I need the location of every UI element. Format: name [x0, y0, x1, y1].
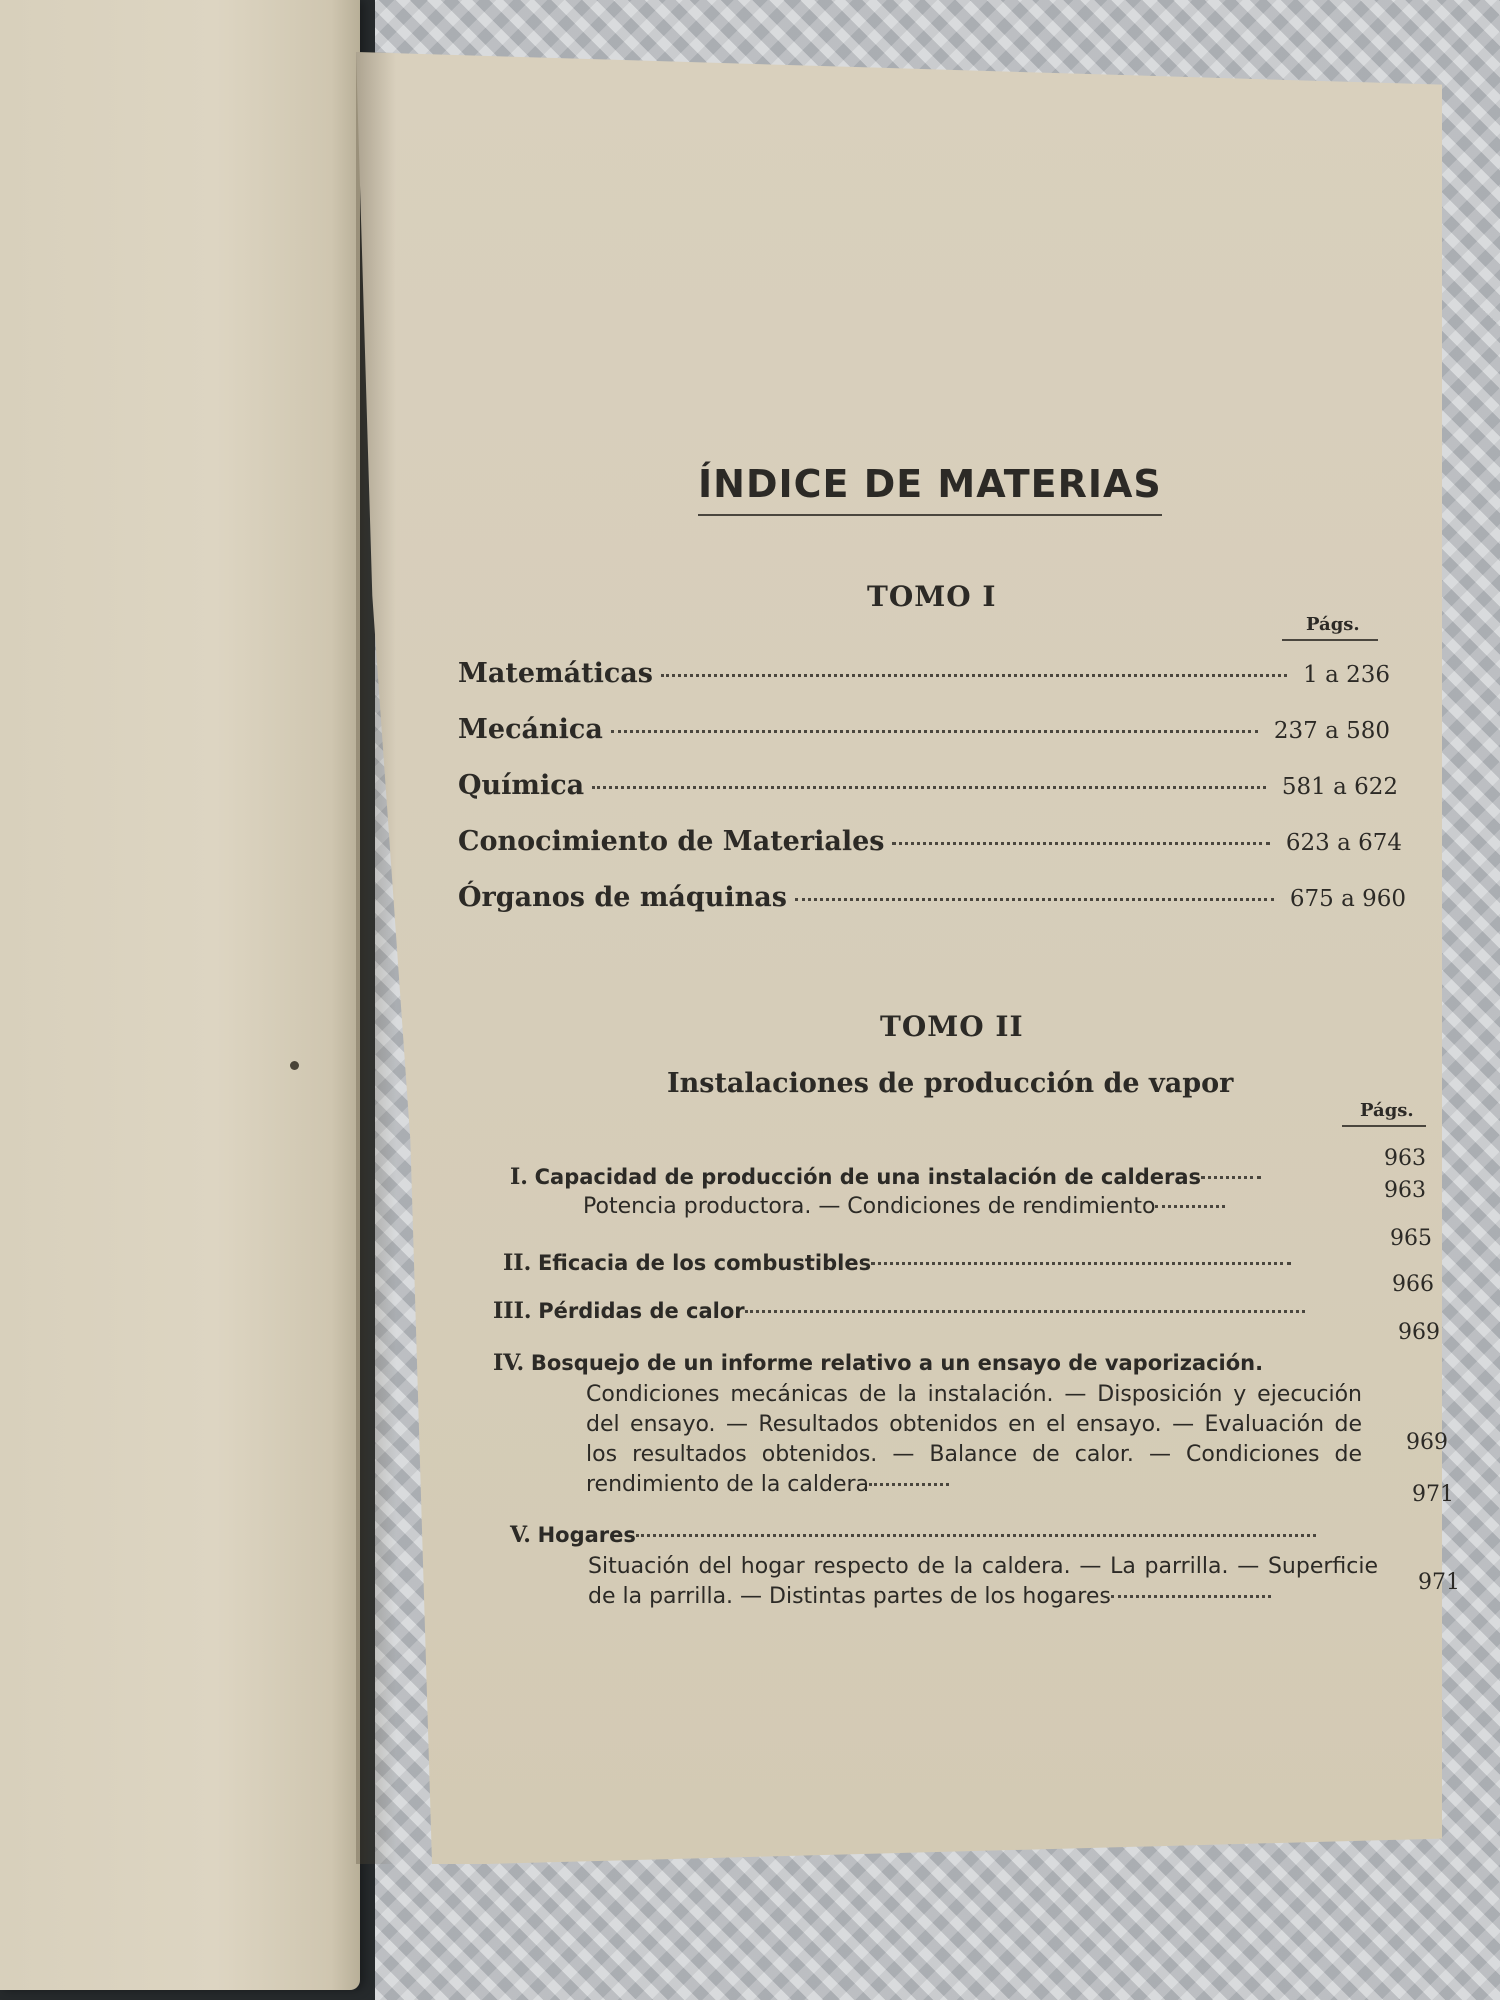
section-v-subentry	[588, 1552, 1378, 1612]
section-label: Capacidad de producción de una instalación de calderas	[534, 1165, 1202, 1189]
section-iv	[493, 1350, 1263, 1376]
tomo-1-entry	[458, 826, 1402, 857]
entry-pages: 1 a 236	[1303, 662, 1390, 688]
entry-pages: 623 a 674	[1285, 830, 1402, 856]
section-iii	[493, 1298, 1305, 1324]
dot-leader	[869, 1483, 949, 1486]
entry-pages: 581 a 622	[1281, 774, 1398, 800]
entry-pages: 237 a 580	[1273, 718, 1390, 744]
tomo-2-subtitle: Instalaciones de producción de vapor	[667, 1068, 1234, 1099]
tomo-2-pags-label: Págs.	[1342, 1100, 1426, 1127]
section-number: IV.	[493, 1350, 525, 1376]
dot-leader	[795, 898, 1274, 901]
dot-leader	[661, 674, 1287, 677]
dot-leader	[1111, 1595, 1271, 1598]
subentry-text: Situación del hogar respecto de la caldera. — La parrilla. — Superficie de la parrilla. — Distintas partes de los hogares	[588, 1554, 1378, 1609]
section-number: V.	[510, 1522, 531, 1548]
left-blank-page	[0, 0, 360, 1990]
section-i	[510, 1164, 1261, 1190]
entry-label: Química	[458, 770, 585, 801]
subentry-page: 963	[1384, 1178, 1426, 1203]
section-number: I.	[510, 1164, 528, 1190]
tomo-1-entry	[458, 714, 1390, 745]
entry-label: Órganos de máquinas	[458, 882, 787, 913]
dot-leader	[745, 1310, 1305, 1313]
section-page: 963	[1384, 1146, 1426, 1171]
gutter-shadow	[356, 52, 396, 1864]
tomo-1-entry	[458, 882, 1406, 913]
section-label: Hogares	[537, 1523, 636, 1547]
tomo-1-heading: TOMO I	[867, 580, 997, 613]
subentry-text: Condiciones mecánicas de la instalación. — Disposición y ejecución del ensayo. — Resultados obtenidos en el ensayo. — Evaluación de los resultados obtenidos. — Balance de calor. — Condiciones de rendimiento de la caldera	[586, 1382, 1362, 1497]
entry-label: Matemáticas	[458, 658, 653, 689]
section-page: 966	[1392, 1272, 1434, 1297]
section-i-subentry	[583, 1194, 1225, 1219]
page-spot	[290, 1061, 299, 1070]
dot-leader	[592, 786, 1266, 789]
section-label: Bosquejo de un informe relativo a un ensayo de vaporización.	[530, 1351, 1264, 1375]
section-number: II.	[503, 1250, 532, 1276]
dot-leader	[1155, 1205, 1225, 1208]
subentry-page: 971	[1418, 1570, 1460, 1595]
section-page: 971	[1412, 1482, 1454, 1507]
entry-label: Conocimiento de Materiales	[458, 826, 885, 857]
dot-leader	[636, 1534, 1316, 1537]
entry-label: Mecánica	[458, 714, 603, 745]
section-ii	[503, 1250, 1343, 1276]
section-number: III.	[493, 1298, 532, 1324]
section-page: 965	[1390, 1226, 1432, 1251]
dot-leader	[892, 842, 1269, 845]
section-iv-subentry	[586, 1380, 1362, 1500]
page-title: ÍNDICE DE MATERIAS	[698, 462, 1162, 516]
section-page: 969	[1398, 1320, 1440, 1345]
dot-leader	[611, 730, 1258, 733]
entry-pages: 675 a 960	[1289, 886, 1406, 912]
subentry-text: Potencia productora. — Condiciones de rendimiento	[583, 1194, 1156, 1219]
section-label: Pérdidas de calor	[538, 1299, 745, 1323]
tomo-2-heading: TOMO II	[880, 1010, 1024, 1043]
dot-leader	[1201, 1176, 1261, 1179]
tomo-1-pags-label: Págs.	[1282, 614, 1378, 641]
subentry-page: 969	[1406, 1430, 1448, 1455]
section-label: Eficacia de los combustibles	[537, 1251, 872, 1275]
section-v	[510, 1522, 1316, 1548]
dot-leader	[871, 1262, 1291, 1265]
tomo-1-entry	[458, 658, 1390, 689]
tomo-1-entry	[458, 770, 1398, 801]
